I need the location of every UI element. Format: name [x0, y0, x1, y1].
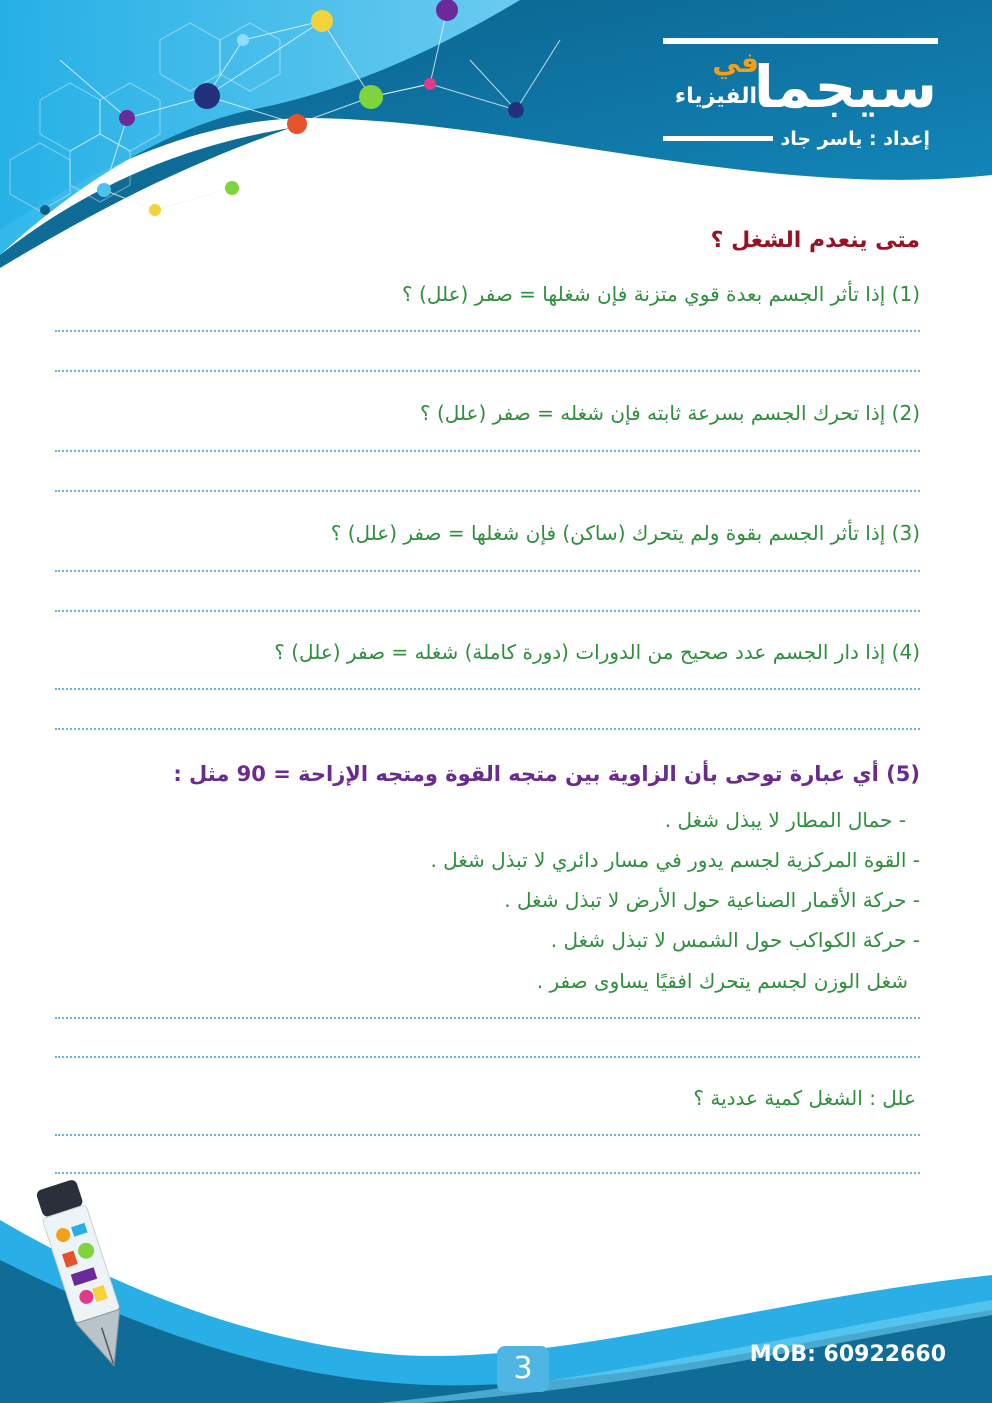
page-number: 3: [497, 1346, 549, 1392]
question-2: (2) إذا تحرك الجسم بسرعة ثابته فإن شغله = صفر (علل) ؟: [420, 401, 920, 425]
q5-item: - حمال المطار لا يبذل شغل .: [664, 808, 906, 832]
q5-item: - حركة الكواكب حول الشمس لا تبذل شغل .: [550, 928, 920, 952]
mobile-number: MOB: 60922660: [749, 1342, 946, 1367]
question-5-title: (5) أي عبارة توحى بأن الزاوية بين متجه القوة ومتجه الإزاحة = 90 مثل :: [173, 762, 920, 786]
answer-line: [55, 570, 920, 572]
answer-line: [55, 370, 920, 372]
brand-subject: الفيزياء: [674, 84, 757, 109]
answer-line: [55, 728, 920, 730]
answer-line: [55, 1056, 920, 1058]
question-1: (1) إذا تأثر الجسم بعدة قوي متزنة فإن شغلها = صفر (علل) ؟: [402, 282, 920, 306]
answer-line: [55, 490, 920, 492]
question-4: (4) إذا دار الجسم عدد صحيح من الدورات (دورة كاملة) شغله = صفر (علل) ؟: [274, 640, 920, 664]
answer-line: [55, 688, 920, 690]
q5-item: شغل الوزن لجسم يتحرك افقيًا يساوى صفر .: [536, 969, 908, 993]
answer-line: [55, 330, 920, 332]
question-3: (3) إذا تأثر الجسم بقوة ولم يتحرك (ساكن) فإن شغلها = صفر (علل) ؟: [330, 521, 920, 545]
q5-item: - القوة المركزية لجسم يدور في مسار دائري لا تبذل شغل .: [430, 848, 920, 872]
brand-fi-text: في: [712, 46, 759, 79]
answer-line: [55, 1017, 920, 1019]
q5-item: - حركة الأقمار الصناعية حول الأرض لا تبذل شغل .: [504, 888, 920, 912]
answer-line: [55, 450, 920, 452]
brand-title: سيجما: [753, 53, 937, 121]
author-credit: إعداد : ياسر جاد: [780, 128, 930, 150]
answer-line: [55, 1134, 920, 1136]
page-title: متى ينعدم الشغل ؟: [710, 228, 920, 253]
answer-line: [55, 610, 920, 612]
answer-line: [55, 1172, 920, 1174]
pen-illustration-icon: [30, 1170, 140, 1380]
footer-banner: [0, 1180, 992, 1403]
question-6: علل : الشغل كمية عددية ؟: [693, 1086, 916, 1110]
